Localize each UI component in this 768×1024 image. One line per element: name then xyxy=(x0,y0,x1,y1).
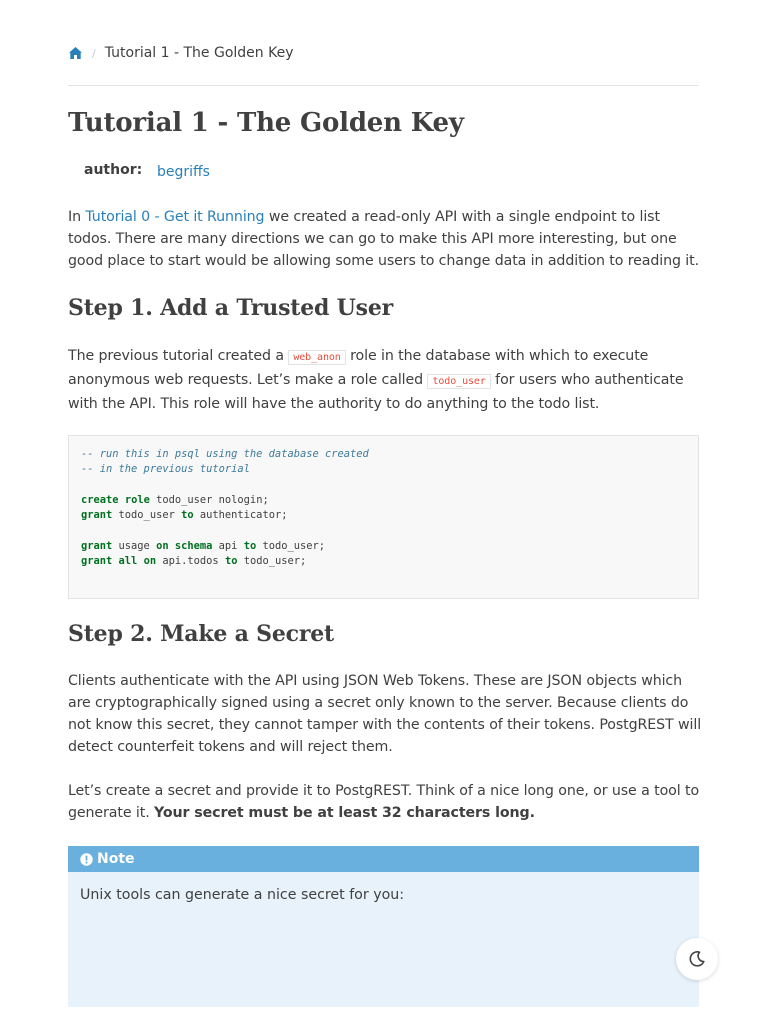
step-2-text: Let’s create a secret and provide it to PostgREST. Think of a nice long one, or use a tool to generate it. xyxy=(68,783,700,821)
note-admonition xyxy=(68,846,699,1007)
intro-prefix: In xyxy=(68,209,86,225)
sql-code-block xyxy=(68,435,699,599)
note-title: Note xyxy=(97,851,135,867)
code-keyword: to xyxy=(243,539,257,552)
intro-paragraph xyxy=(68,206,704,272)
code-text: todo_user nologin; xyxy=(149,493,269,506)
home-icon[interactable] xyxy=(68,46,83,60)
todo-user-literal: todo_user xyxy=(427,374,490,389)
code-keyword: to xyxy=(224,555,238,568)
sql-code xyxy=(69,436,698,580)
code-keyword: to xyxy=(181,509,194,522)
moon-icon xyxy=(688,950,706,968)
step-1-paragraph xyxy=(68,345,704,416)
code-keyword: schema xyxy=(174,539,213,552)
author-field xyxy=(84,160,210,180)
note-body: Unix tools can generate a nice secret for you: xyxy=(80,887,405,903)
step-2-paragraph-1: Clients authenticate with the API using JSON Web Tokens. These are JSON objects which are cryptographically signed using a secret only known to the server. Because clients do not know this secret, they cannot tamper with the contents of their tokens. PostgREST will detect counterfeit tokens and will reject them. xyxy=(68,673,702,755)
step-1-heading: Step 1. Add a Trusted User xyxy=(68,295,394,321)
secret-length-warning: Your secret must be at least 32 characters long. xyxy=(154,805,535,821)
code-keyword: on xyxy=(156,539,169,552)
step-2-paragraph-2 xyxy=(68,780,704,824)
page-title: Tutorial 1 - The Golden Key xyxy=(68,108,464,138)
code-keyword: on xyxy=(143,555,157,568)
tutorial-0-link[interactable]: Tutorial 0 - Get it Running xyxy=(85,209,265,225)
header-divider xyxy=(68,85,699,86)
code-text: authenticator; xyxy=(193,509,288,522)
code-text: api.todos xyxy=(156,555,225,568)
code-comment: -- in the previous tutorial xyxy=(81,463,250,476)
code-keyword: all xyxy=(118,555,138,568)
step-2-heading: Step 2. Make a Secret xyxy=(68,621,334,647)
code-text: todo_user xyxy=(112,509,182,522)
code-keyword: grant xyxy=(81,509,113,522)
intro-text: we created a read-only API with a single endpoint to list todos. There are many directions we can go to make this API more interesting, but one good place to start would be allowing some users to change data in addition to reading it. xyxy=(68,209,700,269)
step-1-text-b: role in the database with which to execute anonymous web requests. Let’s make a role called xyxy=(68,348,649,388)
web-anon-literal: web_anon xyxy=(288,350,345,365)
step-1-text-a: The previous tutorial created a xyxy=(68,348,289,364)
code-keyword: create xyxy=(81,493,119,506)
code-text: todo_user; xyxy=(237,555,307,568)
author-link[interactable]: begriffs xyxy=(157,164,210,180)
theme-toggle-button[interactable] xyxy=(676,938,718,980)
step-1-text-c: for users who authenticate with the API. This role will have the authority to do anything to the todo list. xyxy=(68,372,684,412)
breadcrumb-separator: / xyxy=(92,46,96,60)
code-comment: -- run this in psql using the database created xyxy=(81,448,369,460)
code-text: api xyxy=(212,539,244,552)
note-title-bar xyxy=(68,846,699,872)
breadcrumb xyxy=(68,42,294,64)
code-keyword: grant xyxy=(81,539,113,552)
author-label: author: xyxy=(84,162,143,178)
code-text: usage xyxy=(112,539,157,552)
code-keyword: role xyxy=(124,493,150,506)
breadcrumb-current: Tutorial 1 - The Golden Key xyxy=(104,45,294,61)
info-circle-icon xyxy=(80,853,93,866)
code-keyword: grant xyxy=(81,555,113,568)
code-text: todo_user; xyxy=(256,539,326,552)
